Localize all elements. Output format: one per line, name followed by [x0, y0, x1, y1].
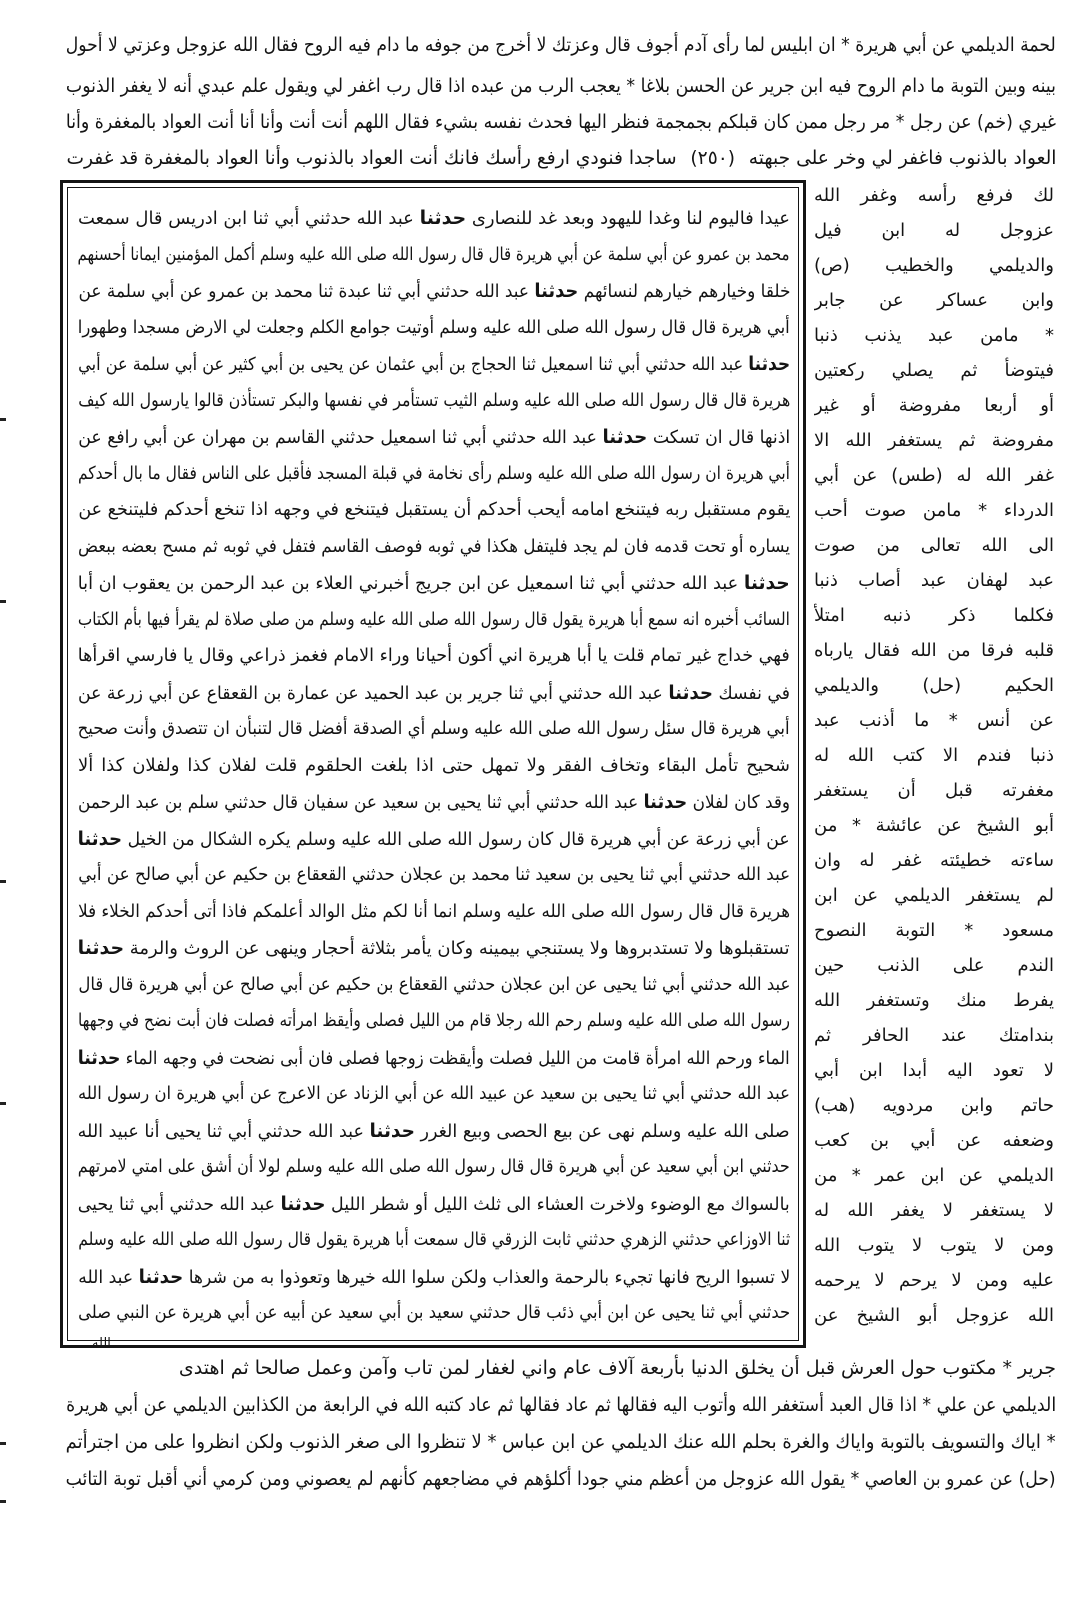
line-text: الديلمي عن ابن عمر * من	[814, 1165, 1054, 1186]
margin-text-line	[814, 808, 1054, 843]
line-text: ذنبا فندم الا كتب الله له	[814, 745, 1054, 766]
margin-text-line	[814, 1263, 1054, 1298]
line-text: لا تعود اليه أبدا ابن أبي	[814, 1060, 1054, 1081]
header-line	[66, 68, 1056, 104]
margin-text-line	[814, 1123, 1054, 1158]
line-text: الحكيم (حل) والديلمي	[814, 675, 1054, 696]
line-text: الله عزوجل أبو الشيخ عن	[814, 1305, 1054, 1326]
line-text: عبد الله حدثني أبي ثنا يحيى عن ابن عجلان حدثني القعقاع بن حكيم عن أبي صالح عن أبي هريرة قال قال	[78, 973, 790, 995]
line-text: مسعود * التوبة النصوح	[814, 920, 1054, 941]
haddathana-marker: حدثنا	[78, 1046, 121, 1069]
line-text: لا يستغفر لا يغفر الله له	[814, 1200, 1054, 1221]
line-text: حدثني أبي ثنا يحيى عن ابن أبي ذئب قال حدثني سعيد بن أبي سعيد عن أبيه عن أبي هريرة عن النبي صلى	[78, 1302, 790, 1323]
margin-text-line	[814, 458, 1054, 493]
scan-mark	[0, 1500, 6, 1503]
scan-mark	[0, 1102, 6, 1105]
line-text: عبد الله حدثني أبي ثنا يحيى بن سعيد ثنا محمد بن عجلان حدثني القعقاع بن حكيم عن أبي صالح عن أبي	[78, 864, 790, 885]
main-text-line	[78, 711, 790, 748]
haddathana-marker: حدثنا	[668, 681, 714, 704]
margin-text-line	[814, 213, 1054, 248]
line-text: عيدا فاليوم لنا وغدا لليهود وبعد غد للنصارى حدثنا عبد الله حدثني أبي ثنا ابن ادريس قال سمعت	[78, 207, 790, 229]
line-text: مغفرته قبل أن يستغفر	[814, 780, 1054, 801]
main-text-line	[78, 602, 790, 639]
line-text: ساءته خطيئته غفر له وان	[814, 850, 1054, 871]
scan-mark	[0, 880, 6, 883]
line-text: هريرة قال قال رسول الله صلى الله عليه وسلم الثيب تستأمر في نفسها والبكر تستأذن قالوا يارسول الله كيف	[78, 389, 790, 411]
margin-text-line	[814, 878, 1054, 913]
line-text: أبي هريرة قال سئل رسول الله صلى الله عليه وسلم أي الصدقة أفضل قال لتنبأن ان تتصدق وأنت صحيح	[78, 718, 790, 739]
line-text: هريرة قال قال رسول الله صلى الله عليه وسلم انما أنا لكم مثل الوالد أعلمكم فاذا أتى أحدكم الخلاء فلا	[78, 900, 790, 922]
main-text-line	[78, 1149, 790, 1186]
line-text: الماء ورحم الله امرأة قامت من الليل فصلت وأيقظت زوجها فصلى فان أبى نضحت في وجهه الماء حدثنا	[78, 1046, 790, 1069]
line-text: شحيح تأمل البقاء وتخاف الفقر ولا تمهل حتى اذا بلغت الحلقوم قلت لفلان كذا ولفلان كذا ألا	[78, 754, 790, 776]
line-text: فكلما ذكر ذنبه امتلأ	[814, 605, 1054, 626]
main-text-line	[78, 1295, 790, 1332]
margin-text-line	[814, 423, 1054, 458]
header-line-4-right: العواد بالذنوب فاغفر لي وخر على جبهته	[748, 147, 1056, 169]
haddathana-marker: حدثنا	[419, 207, 467, 229]
margin-text-line	[814, 178, 1054, 213]
line-text: ثنا الاوزاعي حدثني الزهري حدثني ثابت الزرقي قال سمعت أبا هريرة يقول قال رسول الله صلى الله عليه وسلم	[78, 1229, 790, 1250]
line-text: أبي هريرة ان رسول الله صلى الله عليه وسلم رأى نخامة في قبلة المسجد فأقبل على الناس فقال ما بال أحدكم	[78, 462, 790, 484]
line-text: حاتم وابن مردويه (هب)	[814, 1095, 1054, 1116]
margin-text-line	[814, 318, 1054, 353]
line-text: بالسواك مع الوضوء ولاخرت العشاء الى ثلث الليل أو شطر الليل حدثنا عبد الله حدثني أبي ثنا يحيى	[78, 1192, 790, 1215]
margin-text-line	[814, 948, 1054, 983]
line-text	[66, 140, 1056, 176]
main-text-line	[78, 237, 790, 274]
line-text: عزوجل له ابن فيل	[814, 220, 1054, 241]
line-text: أبي هريرة قال قال رسول الله صلى الله عليه وسلم أوتيت جوامع الكلم وجعلت لي الارض مسجدا وطهورا	[78, 316, 790, 338]
main-text-line	[78, 784, 790, 821]
line-text: حدثني ابن أبي سعيد عن أبي هريرة قال قال رسول الله صلى الله عليه وسلم لولا أن أشق على امتي لامرتهم	[78, 1156, 790, 1177]
header-line-4-left: ساجدا فنودي ارفع رأسك فانك أنت العواد بالذنوب وأنا العواد بالمغفرة قد غفرت	[66, 147, 677, 169]
margin-text-line	[814, 773, 1054, 808]
haddathana-marker: حدثنا	[602, 426, 648, 448]
line-text: حدثنا عبد الله حدثني أبي ثنا اسمعيل ثنا الحجاج بن أبي عثمان عن يحيى بن أبي كثير عن أبي سلمة عن أبي	[78, 353, 790, 375]
line-text: لم يستغفر الديلمي عن ابن	[814, 885, 1054, 906]
line-text: يفرط منك وتستغفر الله	[814, 990, 1054, 1011]
main-text-line	[78, 857, 790, 894]
line-text: أو أربعا مفروضة أو غير	[814, 395, 1054, 416]
haddathana-marker: حدثنا	[78, 827, 123, 850]
line-text: خلقا وخيارهم خيارهم لنسائهم حدثنا عبد الله حدثني أبي ثنا عبدة ثنا محمد بن عمرو عن أبي سلمة عن	[78, 280, 790, 302]
haddathana-marker: حدثنا	[533, 280, 578, 302]
margin-text-line	[814, 353, 1054, 388]
footer-line	[66, 1424, 1056, 1461]
main-text-line	[78, 748, 790, 785]
line-text: مفروضة ثم يستغفر الله الا	[814, 430, 1054, 451]
main-text-line	[78, 456, 790, 493]
line-text: بينه وبين التوبة ما دام الروح فيه ابن جرير عن الحسن بلاغا * يعجب الرب من عبده اذا قال رب اغفر لي ويقول علم عبدي أنه لا يغفر الذنوب	[66, 75, 1056, 97]
margin-text-line	[814, 248, 1054, 283]
line-text: وضعفه عن أبي بن كعب	[814, 1130, 1054, 1151]
line-text: رسول الله صلى الله عليه وسلم رحم الله رجلا قام من الليل فصلى وأيقظ امرأته فصلت فان أبت نضح في وجهها	[78, 1010, 790, 1031]
main-text-line	[78, 1186, 790, 1223]
line-text: صلى الله عليه وسلم نهى عن بيع الحصى وبيع الغرر حدثنا عبد الله حدثني أبي ثنا يحيى أنا عبيد الله	[78, 1119, 790, 1142]
haddathana-marker: حدثنا	[643, 791, 688, 813]
line-text: عن أنس * ما أذنب عبد	[814, 710, 1054, 731]
line-text: * اياك والتسويف بالتوبة واياك والغرة بحلم الله عنك الديلمي عن ابن عباس * لا تنظروا الى صغر الذنوب ولكن انظروا على من اجترأتم	[66, 1431, 1056, 1453]
line-text: يقوم مستقبل ربه فيتنخع امامه أيحب أحدكم أن يستقبل فيتنخع في وجهه اذا تنخع أحدكم فليتنخع عن	[78, 499, 790, 520]
main-text	[78, 200, 790, 1332]
margin-text-line	[814, 668, 1054, 703]
line-text: في نفسك حدثنا عبد الله حدثني أبي ثنا جرير بن عبد الحميد عن عمارة بن القعقاع عن أبي زرعة عن	[78, 681, 790, 704]
margin-text-line	[814, 913, 1054, 948]
footer-line	[66, 1461, 1056, 1498]
line-text: الديلمي عن علي * اذا قال العبد أستغفر الله وأتوب اليه فقالها ثم عاد فقالها ثم عاد كتبه الله في الرابعة من الكذابين الديلمي عن أبي هريرة	[66, 1394, 1056, 1416]
main-text-line	[78, 346, 790, 383]
margin-text-line	[814, 598, 1054, 633]
haddathana-marker: حدثنا	[369, 1119, 416, 1142]
header-line	[66, 104, 1056, 140]
scan-mark	[0, 418, 6, 421]
line-text: لا تسبوا الريح فانها تجيء بالرحمة والعذاب ولكن سلوا الله خيرها وتعوذوا به من شرها حدثنا عبد الله	[78, 1265, 790, 1288]
main-text-line	[78, 1040, 790, 1077]
line-text: فيتوضأ ثم يصلي ركعتين	[814, 360, 1054, 381]
main-text-line	[78, 1076, 790, 1113]
margin-text	[814, 178, 1054, 1333]
footer-superscript-note: الله	[92, 1336, 111, 1351]
margin-text-line	[814, 1298, 1054, 1333]
margin-text-line	[814, 1088, 1054, 1123]
margin-text-line	[814, 388, 1054, 423]
line-text: الندم على الذنب حين	[814, 955, 1054, 976]
line-text: وابن عساكر عن جابر	[814, 290, 1054, 311]
line-text: لك فرفع رأسه وغفر الله	[814, 185, 1054, 206]
haddathana-marker: حدثنا	[78, 937, 125, 959]
main-text-line	[78, 894, 790, 931]
main-text-line	[78, 492, 790, 529]
main-text-line	[78, 1259, 790, 1296]
line-text: الى الله تعالى من صوت	[814, 535, 1054, 556]
footer-line	[66, 1387, 1056, 1424]
page-footer	[66, 1350, 1056, 1498]
scan-mark	[0, 1442, 6, 1445]
line-text: والديلمي والخطيب (ص)	[814, 255, 1054, 276]
margin-text-line	[814, 1193, 1054, 1228]
haddathana-marker: حدثنا	[280, 1192, 326, 1215]
haddathana-marker: حدثنا	[138, 1265, 183, 1288]
main-text-line	[78, 1113, 790, 1150]
line-text: ومن لا يتوب لا يتوب الله	[814, 1235, 1054, 1256]
main-text-line	[78, 200, 790, 237]
margin-text-line	[814, 983, 1054, 1018]
haddathana-marker: حدثنا	[744, 572, 790, 594]
line-text: حدثنا عبد الله حدثني أبي ثنا اسمعيل عن ابن جريج أخبرني العلاء بن عبد الرحمن بن يعقوب ان أبا	[78, 572, 790, 594]
line-text: * مامن عبد يذنب ذنبا	[814, 325, 1054, 346]
main-text-line	[78, 529, 790, 566]
main-text-line	[78, 310, 790, 347]
main-text-line	[78, 419, 790, 456]
margin-text-line	[814, 1018, 1054, 1053]
main-text-line	[78, 383, 790, 420]
line-text: فهي خداج غير تمام قلت يا أبا هريرة اني أكون أحيانا وراء الامام فغمز ذراعي وقال يا فارسي اقرأها	[78, 645, 790, 666]
line-text: وقد كان لفلان حدثنا عبد الله حدثني أبي ثنا يحيى بن سعيد عن سفيان قال حدثني سلم بن عبد الرحمن	[78, 791, 790, 813]
line-text: غفر الله له (طس) عن أبي	[814, 465, 1054, 486]
header-line	[66, 140, 1056, 176]
line-text: تستقبلوها ولا تستدبروها ولا يستنجي بيمينه وكان يأمر بثلاثة أحجار وينهى عن الروث والرمة حدثنا	[78, 937, 790, 959]
line-text: يساره أو تحت قدمه فان لم يجد فليتفل هكذا في ثوبه فوصف القاسم فتفل في ثوبه ثم مسح بعضه ببعض	[78, 535, 790, 557]
margin-text-line	[814, 738, 1054, 773]
line-text: اذنها قال ان تسكت حدثنا عبد الله حدثني أبي ثنا اسمعيل حدثني القاسم بن مهران عن أبي رافع عن	[78, 426, 790, 448]
margin-text-line	[814, 633, 1054, 668]
page-number: (٢٥٠)	[689, 147, 735, 169]
line-text: عبد الله حدثني أبي ثنا يحيى بن سعيد عن عبيد الله عن أبي الزناد عن الاعرج عن أبي هريرة ان رسول الله	[78, 1083, 790, 1104]
margin-text-line	[814, 843, 1054, 878]
page-header	[66, 22, 1056, 176]
line-text: الدرداء * مامن صوت أحب	[814, 500, 1054, 521]
margin-text-line	[814, 1228, 1054, 1263]
line-text: عن أبي زرعة عن أبي هريرة قال كان رسول الله صلى الله عليه وسلم يكره الشكال من الخيل حدثنا	[78, 827, 790, 850]
margin-text-line	[814, 283, 1054, 318]
margin-text-line	[814, 528, 1054, 563]
main-text-line	[78, 675, 790, 712]
line-text: عليه ومن لا يرحم لا يرحمه	[814, 1270, 1054, 1291]
main-text-line	[78, 1222, 790, 1259]
footer-line	[66, 1350, 1056, 1387]
line-text: (حل) عن عمرو بن العاصي * يقول الله عزوجل من أعظم مني جودا أكلؤهم في مضاجعهم كأنهم لم يعصوني ومن كرمي أني أقبل توبة التائب	[66, 1468, 1056, 1490]
main-text-line	[78, 930, 790, 967]
main-text-line	[78, 273, 790, 310]
line-text: غيري (خم) عن رجل * مر رجل ممن كان قبلكم بجمجمة فنظر اليها فحدث نفسه بشيء فقال اللهم أنت أنت وأنا أنا أنت العواد بالمغفرة وأنا	[66, 111, 1056, 133]
main-text-line	[78, 821, 790, 858]
main-text-line	[78, 1003, 790, 1040]
line-text: عبد لهفان عبد أصاب ذنبا	[814, 570, 1054, 591]
main-text-line	[78, 565, 790, 602]
main-text-line	[78, 638, 790, 675]
line-text: قلبه فرقا من الله فقال يارباه	[814, 640, 1054, 661]
header-line	[66, 22, 1056, 68]
scan-mark	[0, 600, 6, 603]
margin-text-line	[814, 493, 1054, 528]
margin-text-line	[814, 563, 1054, 598]
line-text: أبو الشيخ عن عائشة * من	[814, 815, 1054, 836]
line-text: لحمة الديلمي عن أبي هريرة * ان ابليس لما رأى آدم أجوف قال وعزتك لا أخرج من جوفه ما دام فيه الروح فقال الله عزوجل وعزتي لا أحول	[66, 34, 1056, 56]
line-text: بندامتك عند الحافر ثم	[814, 1025, 1054, 1046]
margin-text-line	[814, 703, 1054, 738]
main-text-line	[78, 967, 790, 1004]
line-text: محمد بن عمرو عن أبي سلمة عن أبي هريرة قال قال رسول الله صلى الله عليه وسلم أكمل المؤمنين ايمانا أحسنهم	[78, 243, 790, 265]
margin-text-line	[814, 1158, 1054, 1193]
line-text: السائب أخبره انه سمع أبا هريرة يقول قال رسول الله صلى الله عليه وسلم من صلى صلاة لم يقرأ فيها بأم الكتاب	[78, 608, 790, 630]
line-text: جرير * مكتوب حول العرش قبل أن يخلق الدنيا بأربعة آلاف عام واني لغفار لمن تاب وآمن وعمل صالحا ثم اهتدى	[178, 1357, 1056, 1379]
haddathana-marker: حدثنا	[748, 353, 790, 375]
margin-text-line	[814, 1053, 1054, 1088]
